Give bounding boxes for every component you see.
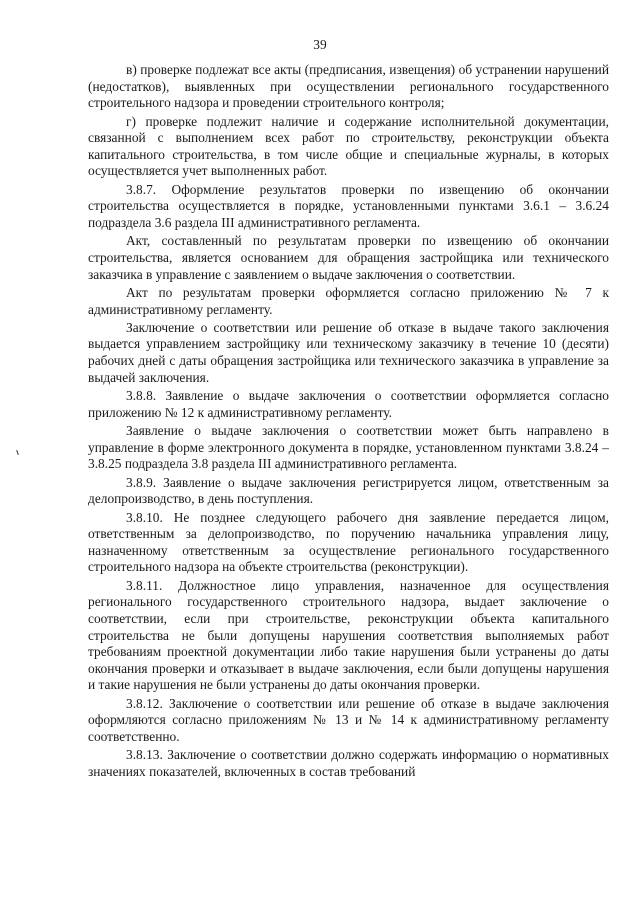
paragraph-3-8-7: 3.8.7. Оформление результатов проверки по извещению об окончании строительства осуществляется в порядке, установленными пунктами 3.6.1 – 3.6.24 подраздела 3.6 раздела III административного регламента. [88,181,609,230]
paragraph-3-8-9: 3.8.9. Заявление о выдаче заключения регистрируется лицом, ответственным за делопроизводство, в день поступления. [88,474,609,507]
document-body [88,62,609,781]
paragraph-electronic-application: Заявление о выдаче заключения о соответствии может быть направлено в управление в форме электронного документа в порядке, установленном пунктами 3.8.24 – 3.8.25 подраздела 3.8 раздела III административного регламента. [88,423,609,472]
paragraph-3-8-13: 3.8.13. Заключение о соответствии должно содержать информацию о нормативных значениях показателей, включенных в состав требований [88,747,609,779]
page-number: 39 [313,37,327,52]
margin-mark [16,450,19,455]
paragraph-act-form: Акт по результатам проверки оформляется согласно приложению № 7 к административному регламенту. [88,284,609,317]
paragraph-conclusion-issue: Заключение о соответствии или решение об отказе в выдаче такого заключения выдается управлением застройщику или техническому заказчику в течение 10 (десяти) рабочих дней с даты обращения застройщика или технического заказчика в управление за выдачей заключения. [88,319,609,385]
paragraph-item-v: в) проверке подлежат все акты (предписания, извещения) об устранении нарушений (недостатков), выявленных при осуществлении регионального государственного строительного надзора и проведении строительного контроля; [88,62,609,111]
paragraph-item-g: г) проверке подлежит наличие и содержание исполнительной документации, связанной с выполнением всех работ по строительству, реконструкции объекта капитального строительства, в том числе общие и специальные журналы, в которых осуществляется учет выполненных работ. [88,113,609,179]
paragraph-act-basis: Акт, составленный по результатам проверки по извещению об окончании строительства, является основанием для обращения застройщика или технического заказчика в управление с заявлением о выдаче заключения о соответствии. [88,233,609,282]
paragraph-3-8-8: 3.8.8. Заявление о выдаче заключения о соответствии оформляется согласно приложению № 12 к административному регламенту. [88,388,609,420]
paragraph-3-8-10: 3.8.10. Не позднее следующего рабочего дня заявление передается лицом, ответственным за делопроизводство, по поручению начальника управления лицу, назначенному ответственным за осуществление регионального государственного строительного надзора на объекте строительства (реконструкции). [88,509,609,575]
paragraph-3-8-11: 3.8.11. Должностное лицо управления, назначенное для осуществления регионального государственного строительного надзора, выдает заключение о соответствии, если при строительстве, реконструкции объекта капитального строительства не были допущены нарушения соответствия выполняемых работ требованиям проектной документации либо такие нарушения были устранены до даты окончания проверки и отказывает в выдаче заключения, если были допущены нарушения и такие нарушения не были устранены до даты окончания проверки. [88,577,609,693]
paragraph-3-8-12: 3.8.12. Заключение о соответствии или решение об отказе в выдаче заключения оформляются согласно приложениям № 13 и № 14 к административному регламенту соответственно. [88,695,609,744]
